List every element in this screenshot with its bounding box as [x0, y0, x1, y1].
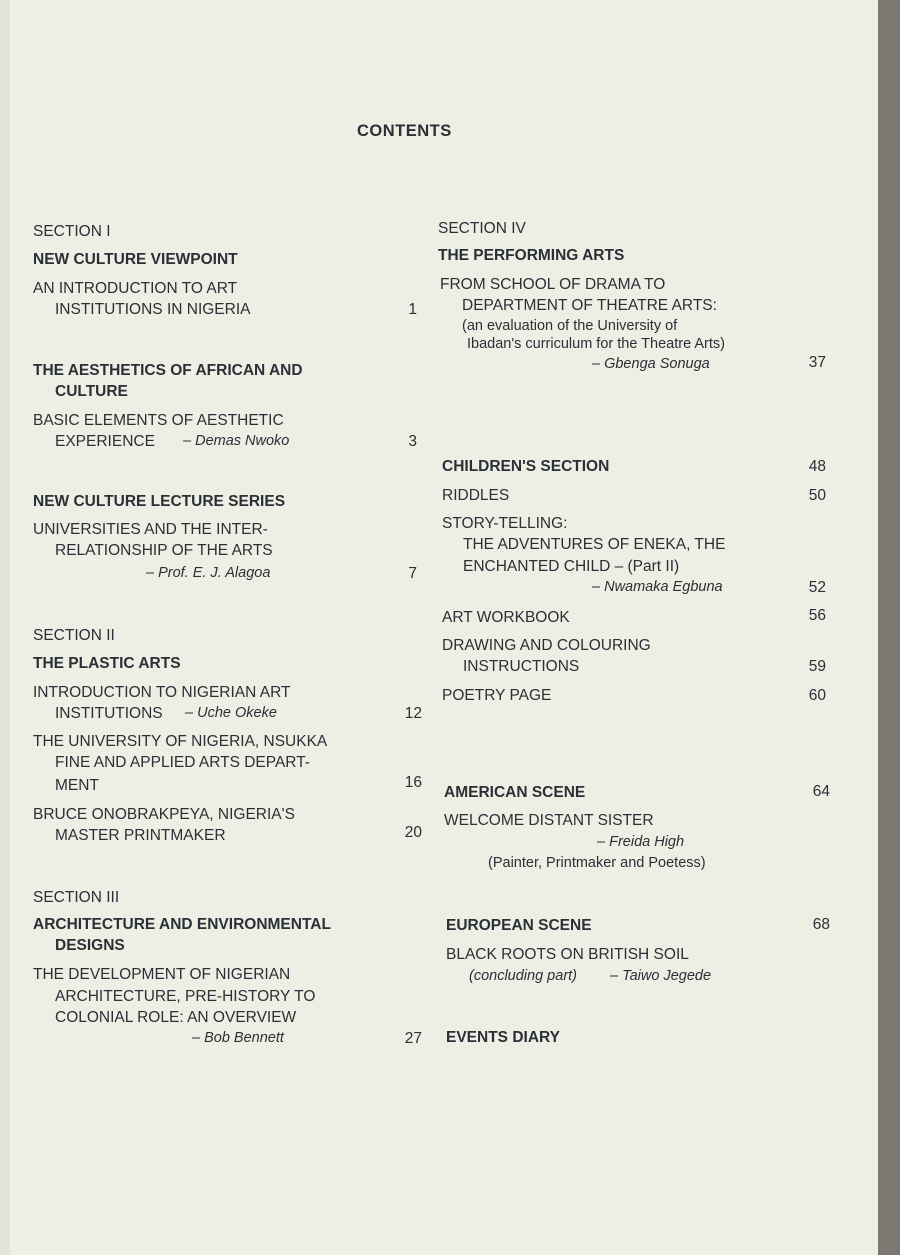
toc-author: – Prof. E. J. Alagoa	[146, 565, 271, 581]
toc-entry-title-line: THE DEVELOPMENT OF NIGERIAN	[33, 966, 291, 983]
toc-entry-title-line: DRAWING AND COLOURING	[442, 637, 651, 654]
toc-note: (Painter, Printmaker and Poetess)	[488, 855, 706, 871]
american-scene-heading: AMERICAN SCENE	[444, 784, 586, 801]
toc-entry-title-line: MASTER PRINTMAKER	[55, 827, 226, 844]
section-1-label: SECTION I	[33, 223, 111, 240]
toc-entry-title-line: INTRODUCTION TO NIGERIAN ART	[33, 684, 291, 701]
toc-author: – Bob Bennett	[192, 1030, 284, 1046]
toc-entry-title-line: STORY-TELLING:	[442, 515, 568, 532]
toc-entry-title-line: INSTRUCTIONS	[463, 658, 580, 675]
children-section-heading: CHILDREN'S SECTION	[442, 458, 610, 475]
toc-entry-title-line: RIDDLES	[442, 487, 510, 504]
toc-page-number: 60	[808, 687, 826, 704]
toc-page-number: 48	[808, 458, 826, 475]
toc-entry-title-line: ENCHANTED CHILD – (Part II)	[463, 558, 680, 575]
toc-entry-title-line: INSTITUTIONS	[55, 705, 163, 722]
toc-page-number: 16	[404, 774, 422, 791]
toc-page-number: 68	[812, 916, 830, 933]
toc-entry-title-line: COLONIAL ROLE: AN OVERVIEW	[55, 1009, 297, 1026]
toc-note: Ibadan's curriculum for the Theatre Arts)	[467, 336, 725, 352]
section-1-heading: NEW CULTURE VIEWPOINT	[33, 251, 238, 268]
section-4-label: SECTION IV	[438, 220, 526, 237]
toc-page-number: 64	[812, 783, 830, 800]
toc-entry-title-line: BASIC ELEMENTS OF AESTHETIC	[33, 412, 284, 429]
toc-page-number: 12	[404, 705, 422, 722]
section-3-heading: ARCHITECTURE AND ENVIRONMENTAL	[33, 916, 331, 933]
toc-entry-title-line: UNIVERSITIES AND THE INTER-	[33, 521, 268, 538]
toc-page-number: 59	[808, 658, 826, 675]
toc-author: – Uche Okeke	[185, 705, 277, 721]
toc-entry-title-line: WELCOME DISTANT SISTER	[444, 812, 654, 829]
toc-author: – Nwamaka Egbuna	[592, 579, 723, 595]
toc-entry-title-line: POETRY PAGE	[442, 687, 552, 704]
toc-entry-title-line: DEPARTMENT OF THEATRE ARTS:	[462, 297, 717, 314]
subsection-heading: NEW CULTURE LECTURE SERIES	[33, 493, 286, 510]
toc-author: – Taiwo Jegede	[610, 968, 712, 984]
toc-entry-title-line: THE UNIVERSITY OF NIGERIA, NSUKKA	[33, 733, 328, 750]
toc-page-number: 37	[808, 354, 826, 371]
toc-entry-title-line: RELATIONSHIP OF THE ARTS	[55, 542, 273, 559]
section-2-label: SECTION II	[33, 627, 115, 644]
toc-entry-title-line: ART WORKBOOK	[442, 609, 570, 626]
subsection-heading: THE AESTHETICS OF AFRICAN AND	[33, 362, 303, 379]
toc-entry-title-line: AN INTRODUCTION TO ART	[33, 280, 238, 297]
toc-entry-title-line: FROM SCHOOL OF DRAMA TO	[440, 276, 666, 293]
toc-entry-title-line: BLACK ROOTS ON BRITISH SOIL	[446, 946, 689, 963]
section-4-heading: THE PERFORMING ARTS	[438, 247, 625, 264]
toc-author: – Freida High	[597, 834, 685, 850]
toc-entry-title-line: FINE AND APPLIED ARTS DEPART-	[55, 754, 310, 771]
page-title: CONTENTS	[357, 122, 452, 140]
section-3-label: SECTION III	[33, 889, 120, 906]
toc-entry-title-line: THE ADVENTURES OF ENEKA, THE	[463, 536, 726, 553]
events-diary-heading: EVENTS DIARY	[446, 1029, 560, 1046]
toc-entry-title-line: INSTITUTIONS IN NIGERIA	[55, 301, 251, 318]
toc-page-number: 3	[408, 433, 417, 450]
toc-page-number: 27	[404, 1030, 422, 1047]
toc-entry-title-line: BRUCE ONOBRAKPEYA, NIGERIA'S	[33, 806, 295, 823]
toc-author: – Demas Nwoko	[183, 433, 290, 449]
toc-note: (concluding part)	[469, 968, 577, 984]
toc-page-number: 1	[408, 301, 417, 318]
toc-page-number: 50	[808, 487, 826, 504]
section-2-heading: THE PLASTIC ARTS	[33, 655, 181, 672]
toc-entry-title-line: MENT	[55, 777, 99, 794]
toc-author: – Gbenga Sonuga	[592, 356, 710, 372]
toc-note: (an evaluation of the University of	[462, 318, 678, 334]
toc-page-number: 52	[808, 579, 826, 596]
toc-entry-title-line: EXPERIENCE	[55, 433, 155, 450]
page-edge-shadow	[878, 0, 900, 1255]
subsection-heading: CULTURE	[55, 383, 128, 400]
section-3-heading: DESIGNS	[55, 937, 125, 954]
toc-page-number: 56	[808, 607, 826, 624]
toc-page-number: 7	[408, 565, 417, 582]
toc-page-number: 20	[404, 824, 422, 841]
european-scene-heading: EUROPEAN SCENE	[446, 917, 592, 934]
toc-entry-title-line: ARCHITECTURE, PRE-HISTORY TO	[55, 988, 316, 1005]
